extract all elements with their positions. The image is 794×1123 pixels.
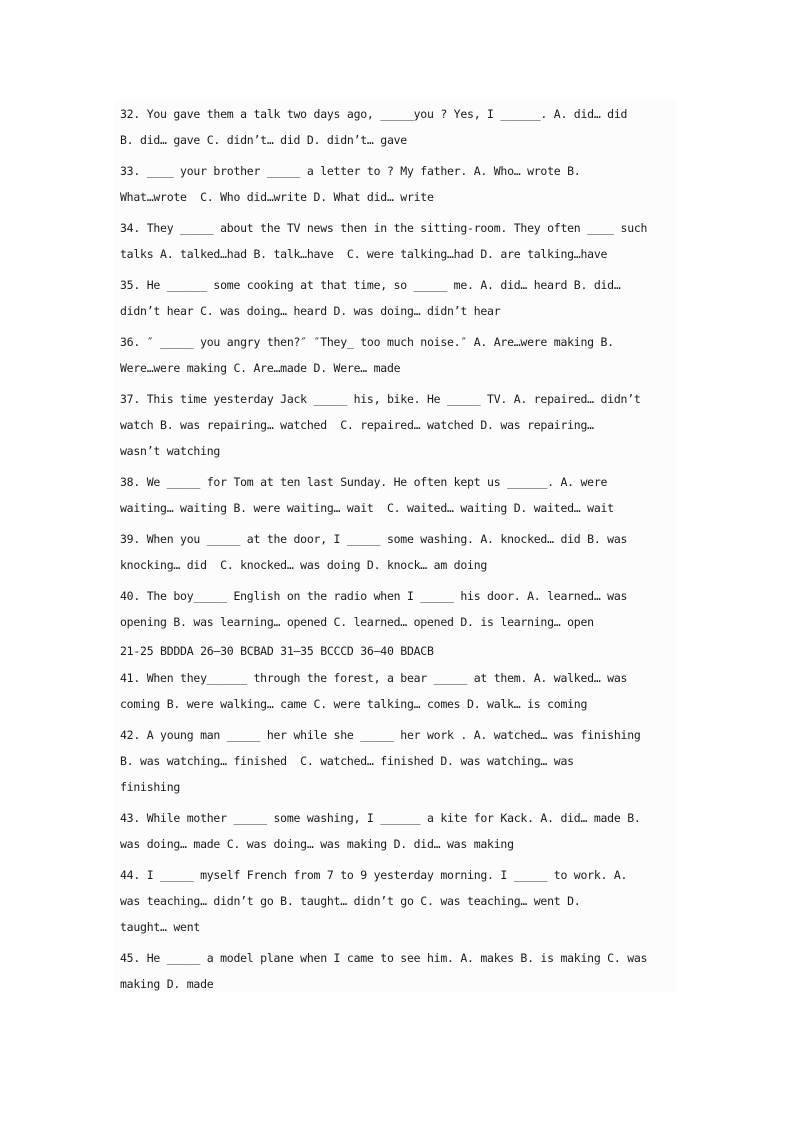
question-text-line: opening B. was learning… opened C. learned… opened D. is learning… open <box>120 615 594 629</box>
question-44 <box>120 865 676 943</box>
question-text-line: Were…were making C. Are…made D. Were… made <box>120 361 401 375</box>
question-text-line: 37. This time yesterday Jack _____ his, bike. He _____ TV. A. repaired… didn’t <box>120 392 641 406</box>
question-36 <box>120 332 676 384</box>
document-page <box>114 100 676 992</box>
question-text-line: 40. The boy_____ English on the radio when I _____ his door. A. learned… was <box>120 589 628 603</box>
question-text-line: 33. ____ your brother _____ a letter to ? My father. A. Who… wrote B. <box>120 164 581 178</box>
question-42 <box>120 725 676 803</box>
question-text-line: making D. made <box>120 977 214 991</box>
question-39 <box>120 529 676 581</box>
question-text-line: B. was watching… finished C. watched… finished D. was watching… was <box>120 754 574 768</box>
question-37 <box>120 389 676 467</box>
question-33 <box>120 161 676 213</box>
question-45 <box>120 948 676 1000</box>
question-text-line: 43. While mother _____ some washing, I ______ a kite for Kack. A. did… made B. <box>120 811 641 825</box>
question-text-line: 32. You gave them a talk two days ago, _____you ? Yes, I ______. A. did… did <box>120 107 628 121</box>
question-text-line: 42. A young man _____ her while she _____ her work . A. watched… was finishing <box>120 728 641 742</box>
question-text-line: talks A. talked…had B. talk…have C. were talking…had D. are talking…have <box>120 247 608 261</box>
question-text-line: was teaching… didn’t go B. taught… didn’t go C. was teaching… went D. <box>120 894 581 908</box>
question-38 <box>120 472 676 524</box>
question-text-line: watch B. was repairing… watched C. repaired… watched D. was repairing… <box>120 418 594 432</box>
question-text-line: finishing <box>120 780 181 794</box>
question-list <box>120 104 676 1005</box>
question-32 <box>120 104 676 156</box>
question-text-line: What…wrote C. Who did…write D. What did… write <box>120 190 434 204</box>
question-35 <box>120 275 676 327</box>
question-text-line: 34. They _____ about the TV news then in the sitting-room. They often ____ such <box>120 221 648 235</box>
question-text-line: 39. When you _____ at the door, I _____ some washing. A. knocked… did B. was <box>120 532 628 546</box>
question-text-line: 41. When they______ through the forest, a bear _____ at them. A. walked… was <box>120 671 628 685</box>
question-text-line: 45. He _____ a model plane when I came to see him. A. makes B. is making C. was <box>120 951 648 965</box>
question-text-line: taught… went <box>120 920 201 934</box>
question-text-line: 44. I _____ myself French from 7 to 9 yesterday morning. I _____ to work. A. <box>120 868 628 882</box>
question-41 <box>120 668 676 720</box>
question-34 <box>120 218 676 270</box>
question-text-line: didn’t hear C. was doing… heard D. was doing… didn’t hear <box>120 304 501 318</box>
question-text-line: knocking… did C. knocked… was doing D. knock… am doing <box>120 558 488 572</box>
question-40 <box>120 586 676 638</box>
question-43 <box>120 808 676 860</box>
question-text-line: B. did… gave C. didn’t… did D. didn’t… gave <box>120 133 407 147</box>
question-text-line: 38. We _____ for Tom at ten last Sunday. He often kept us ______. A. were <box>120 475 608 489</box>
answer-key: 21-25 BDDDA 26—30 BCBAD 31—35 BCCCD 36—40 BDACB <box>120 644 434 658</box>
question-text-line: 35. He ______ some cooking at that time, so _____ me. A. did… heard B. did… <box>120 278 621 292</box>
question-text-line: was doing… made C. was doing… was making D. did… was making <box>120 837 514 851</box>
question-text-line: wasn’t watching <box>120 444 221 458</box>
question-text-line: 36. ″ _____ you angry then?″ ″They_ too much noise.″ A. Are…were making B. <box>120 335 614 349</box>
question-text-line: coming B. were walking… came C. were talking… comes D. walk… is coming <box>120 697 588 711</box>
question-text-line: waiting… waiting B. were waiting… wait C. waited… waiting D. waited… wait <box>120 501 614 515</box>
